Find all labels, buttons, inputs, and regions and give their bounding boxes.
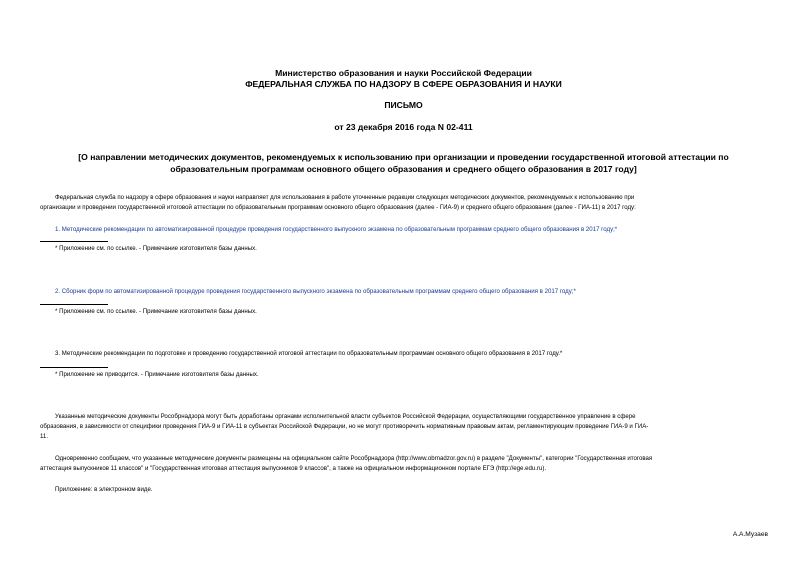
site-paragraph-line-2: аттестация выпускников 11 классов" и "Государственная итоговая аттестация выпускников 9 классов", а также на официальном информационном портале ЕГЭ (http://ege.edu.ru). [40, 465, 547, 472]
site-paragraph-line-1: Одновременно сообщаем, что указанные методические документы размещены на официальном сайте Рособрнадзора (http://www.obrnadzor.gov.ru) в разделе "Документы", категории "Государственная итоговая [55, 455, 653, 462]
footnote-rule-1 [40, 241, 108, 242]
item-3-text: 3. Методические рекомендации по подготовке и проведению государственной итоговой аттестации по образовательным программам основного общего образования в 2017 году.* [55, 350, 563, 357]
docs-paragraph-line-2: образования, в зависимости от специфики проведения ГИА-9 и ГИА-11 в субъектах Российской Федерации, но не могут противоречить нормативным правовым актам, регламентирующим проведение ГИА-9 и ГИА- [40, 423, 649, 430]
docs-paragraph-line-1: Указанные методические документы Рособрнадзора могут быть доработаны органами исполнительной власти субъектов Российской Федерации, осуществляющими государственное управление в сфере [55, 413, 636, 420]
footnote-rule-2 [40, 304, 108, 305]
ministry-heading: Министерство образования и науки Российской Федерации [275, 68, 532, 78]
item-1-link[interactable]: 1. Методические рекомендации по автоматизированной процедуре проведения государственного выпускного экзамена по образовательным программам среднего общего образования в 2017 году;* [55, 226, 618, 233]
document-title-line-1: [О направлении методических документов, рекомендуемых к использованию при организации и проведении государственной итоговой аттестации по [78, 152, 729, 162]
attachment-note: Приложение: в электронном виде. [55, 486, 153, 493]
intro-line-1: Федеральная служба по надзору в сфере образования и науки направляет для использования в работе уточненные редакции следующих методических документов, рекомендуемых к использованию при [55, 194, 635, 201]
item-1-footnote: * Приложение см. по ссылке. - Примечание изготовителя базы данных. [55, 245, 257, 252]
footnote-rule-3 [40, 367, 108, 368]
document-date-number: от 23 декабря 2016 года N 02-411 [334, 122, 473, 132]
document-type: ПИСЬМО [384, 100, 423, 110]
item-2-footnote: * Приложение см. по ссылке. - Примечание изготовителя базы данных. [55, 308, 257, 315]
item-2-link[interactable]: 2. Сборник форм по автоматизированной процедуре проведения государственного выпускного экзамена по образовательным программам среднего общего образования в 2017 году;* [55, 288, 576, 295]
document-title-line-2: образовательным программам основного общего образования и среднего общего образования в 2017 году] [170, 164, 637, 174]
intro-line-2: организации и проведении государственной итоговой аттестации по образовательным программам основного общего образования (далее - ГИА-9) и среднего общего образования (далее - ГИА-11) в 2017 году: [40, 204, 636, 211]
docs-paragraph-line-3: 11. [40, 433, 49, 440]
document-title [40, 151, 767, 175]
service-heading: ФЕДЕРАЛЬНАЯ СЛУЖБА ПО НАДЗОРУ В СФЕРЕ ОБРАЗОВАНИЯ И НАУКИ [245, 79, 562, 89]
signature: А.А.Музаев [732, 531, 768, 538]
item-3-footnote: * Приложение не приводится. - Примечание изготовителя базы данных. [55, 371, 259, 378]
